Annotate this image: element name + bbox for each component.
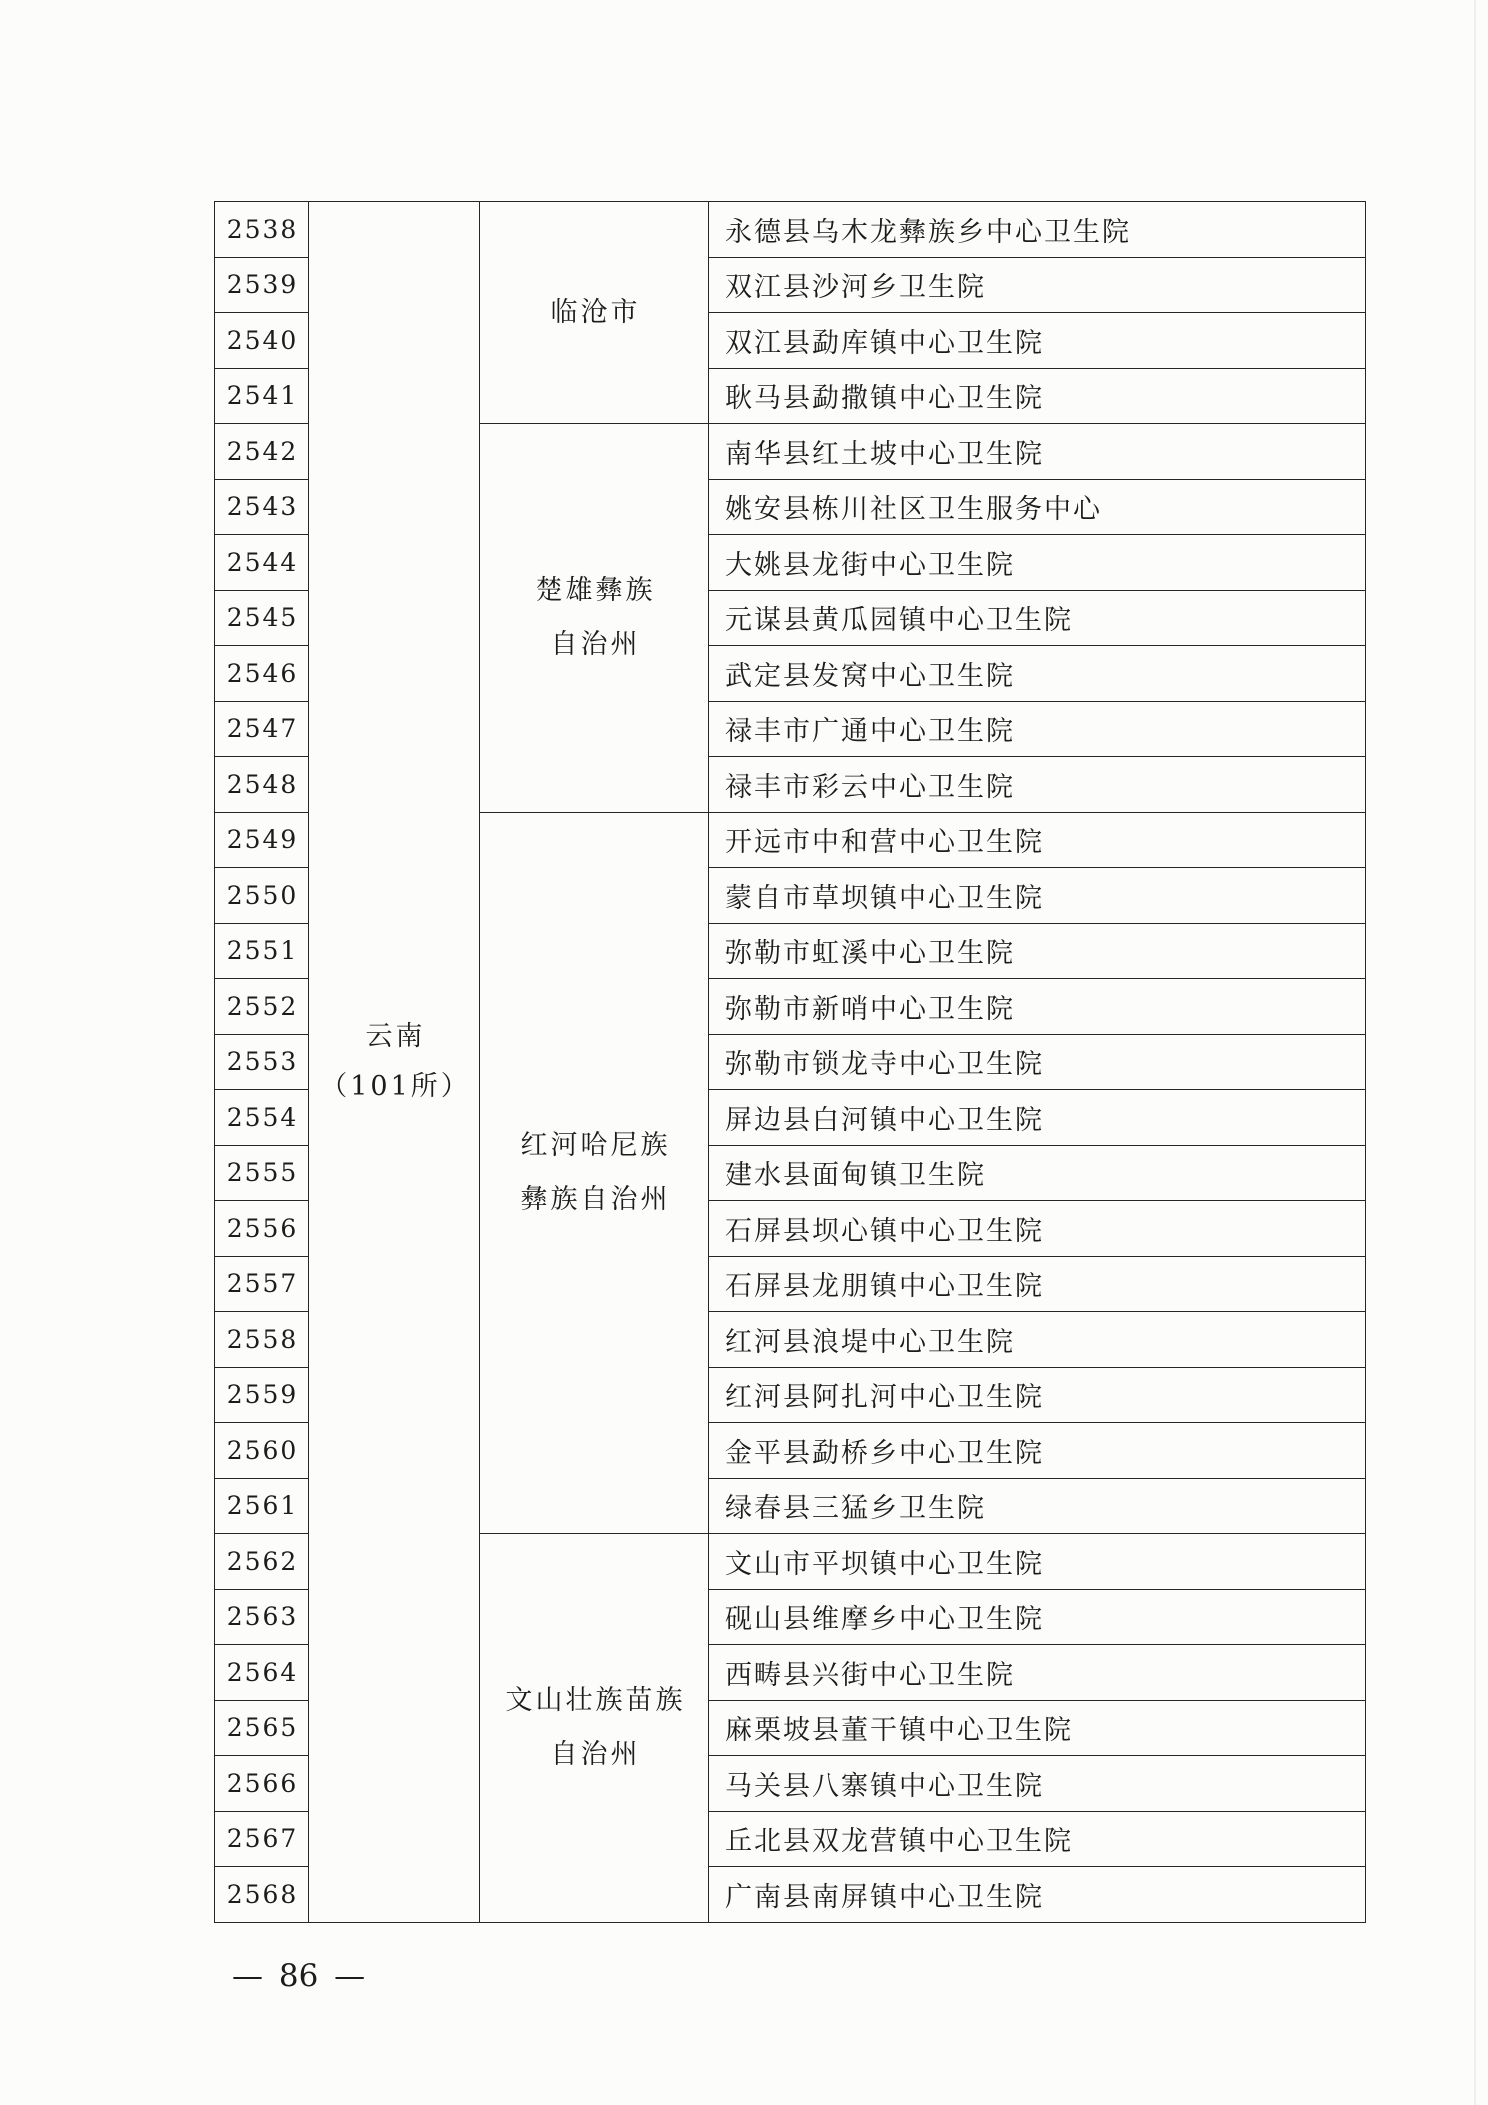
hospital-name-cell: 弥勒市锁龙寺中心卫生院 [709,1034,1366,1090]
city-cell [480,1534,709,1923]
city-name-line: 彝族自治州 [520,1183,671,1215]
city-cell [480,812,709,1534]
city-name-line: 楚雄彝族 [535,574,656,606]
hospital-name-cell: 武定县发窝中心卫生院 [709,646,1366,702]
row-number-cell: 2568 [215,1867,309,1923]
hospital-name-cell: 金平县勐桥乡中心卫生院 [709,1423,1366,1479]
row-number-cell: 2560 [215,1423,309,1479]
city-name-line: 红河哈尼族 [520,1129,671,1161]
row-number-cell: 2541 [215,368,309,424]
province-count: （101所） [320,1070,471,1102]
hospital-name-cell: 建水县面甸镇卫生院 [709,1145,1366,1201]
row-number-cell: 2547 [215,701,309,757]
row-number-cell: 2556 [215,1201,309,1257]
row-number-cell: 2546 [215,646,309,702]
row-number-cell: 2551 [215,923,309,979]
hospital-name-cell: 弥勒市新哨中心卫生院 [709,979,1366,1035]
hospital-name-cell: 弥勒市虹溪中心卫生院 [709,923,1366,979]
row-number-cell: 2542 [215,424,309,480]
hospital-name-cell: 蒙自市草坝镇中心卫生院 [709,868,1366,924]
hospital-name-cell: 屏边县白河镇中心卫生院 [709,1090,1366,1146]
row-number-cell: 2543 [215,479,309,535]
row-number-cell: 2564 [215,1645,309,1701]
row-number-cell: 2555 [215,1145,309,1201]
hospital-name-cell: 姚安县栋川社区卫生服务中心 [709,479,1366,535]
hospital-name-cell: 红河县浪堤中心卫生院 [709,1312,1366,1368]
city-cell [480,202,709,424]
hospital-name-cell: 永德县乌木龙彝族乡中心卫生院 [709,202,1366,258]
table-body [215,202,1366,1923]
hospital-name-cell: 禄丰市广通中心卫生院 [709,701,1366,757]
hospital-name-cell: 麻栗坡县董干镇中心卫生院 [709,1700,1366,1756]
row-number-cell: 2550 [215,868,309,924]
city-name-line: 文山壮族苗族 [505,1684,686,1716]
row-number-cell: 2538 [215,202,309,258]
hospital-name-cell: 元谋县黄瓜园镇中心卫生院 [709,590,1366,646]
row-number-cell: 2562 [215,1534,309,1590]
hospital-name-cell: 文山市平坝镇中心卫生院 [709,1534,1366,1590]
row-number-cell: 2548 [215,757,309,813]
hospital-name-cell: 丘北县双龙营镇中心卫生院 [709,1811,1366,1867]
row-number-cell: 2545 [215,590,309,646]
hospital-name-cell: 双江县沙河乡卫生院 [709,257,1366,313]
hospital-name-cell: 石屏县坝心镇中心卫生院 [709,1201,1366,1257]
row-number-cell: 2563 [215,1589,309,1645]
row-number-cell: 2552 [215,979,309,1035]
row-number-cell: 2539 [215,257,309,313]
hospital-name-cell: 绿春县三猛乡卫生院 [709,1478,1366,1534]
row-number-cell: 2558 [215,1312,309,1368]
hospital-name-cell: 广南县南屏镇中心卫生院 [709,1867,1366,1923]
hospital-name-cell: 双江县勐库镇中心卫生院 [709,313,1366,369]
hospital-name-cell: 禄丰市彩云中心卫生院 [709,757,1366,813]
row-number-cell: 2565 [215,1700,309,1756]
hospital-name-cell: 砚山县维摩乡中心卫生院 [709,1589,1366,1645]
row-number-cell: 2544 [215,535,309,591]
row-number-cell: 2557 [215,1256,309,1312]
row-number-cell: 2540 [215,313,309,369]
hospital-name-cell: 耿马县勐撒镇中心卫生院 [709,368,1366,424]
hospital-name-cell: 大姚县龙街中心卫生院 [709,535,1366,591]
hospital-name-cell: 石屏县龙朋镇中心卫生院 [709,1256,1366,1312]
row-number-cell: 2553 [215,1034,309,1090]
province-name: 云南 [365,1020,426,1052]
hospital-name-cell: 马关县八寨镇中心卫生院 [709,1756,1366,1812]
row-number-cell: 2549 [215,812,309,868]
hospital-name-cell: 南华县红土坡中心卫生院 [709,424,1366,480]
row-number-cell: 2566 [215,1756,309,1812]
province-cell [309,202,480,1923]
hospital-list-table [214,201,1366,1923]
city-cell [480,424,709,813]
hospital-name-cell: 开远市中和营中心卫生院 [709,812,1366,868]
page-number: — 86 — [232,1958,366,1994]
city-name-line: 临沧市 [550,296,641,328]
row-number-cell: 2554 [215,1090,309,1146]
row-number-cell: 2559 [215,1367,309,1423]
hospital-name-cell: 红河县阿扎河中心卫生院 [709,1367,1366,1423]
scan-edge-line [1474,0,1476,2105]
hospital-name-cell: 西畴县兴街中心卫生院 [709,1645,1366,1701]
table-row [215,202,1366,258]
row-number-cell: 2567 [215,1811,309,1867]
row-number-cell: 2561 [215,1478,309,1534]
city-name-line: 自治州 [550,628,641,660]
city-name-line: 自治州 [550,1738,641,1770]
